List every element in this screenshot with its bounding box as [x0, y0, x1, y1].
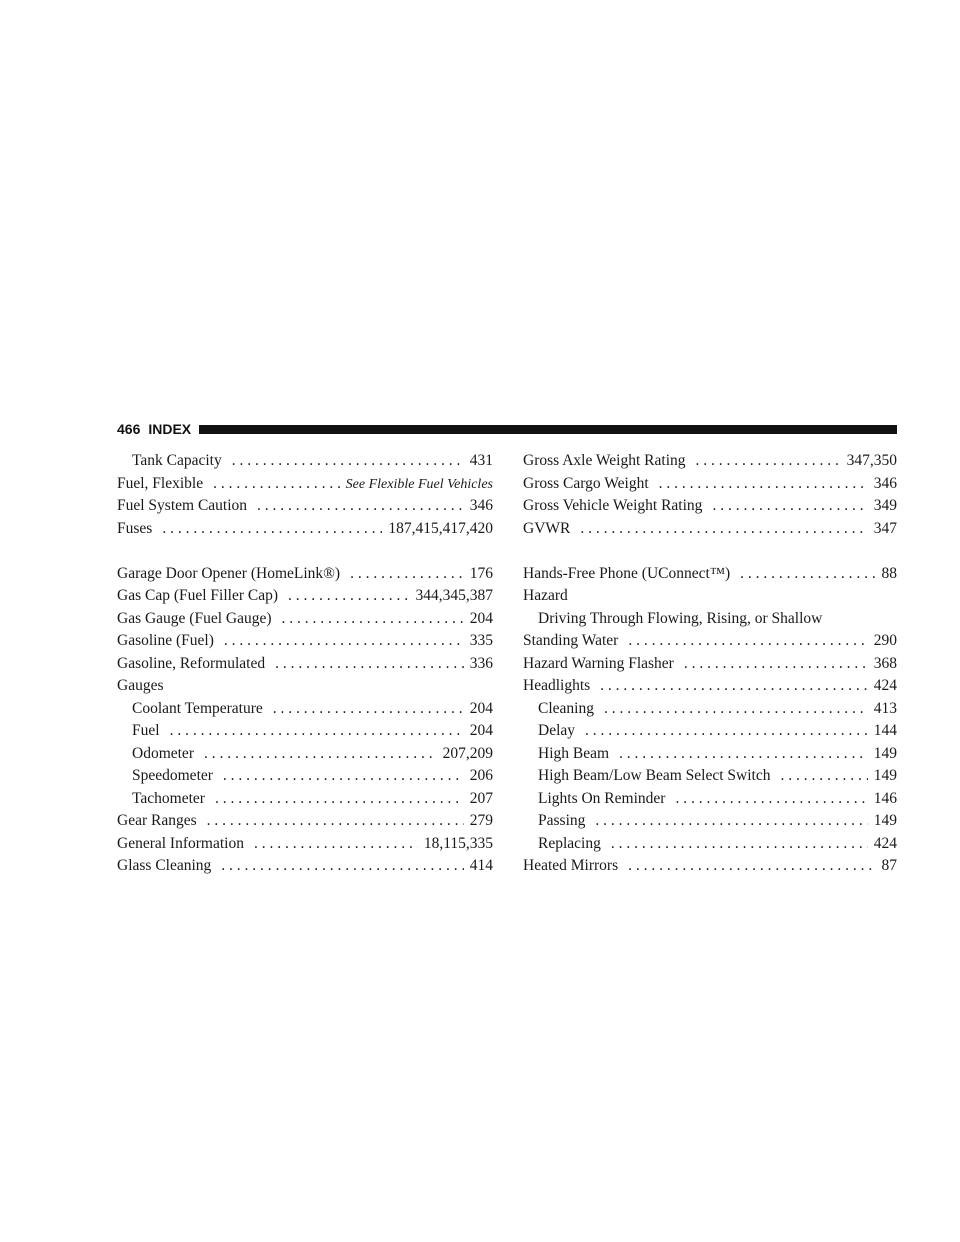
index-entry	[523, 630, 897, 653]
dot-leader	[288, 585, 409, 608]
header-rule	[199, 425, 897, 434]
index-entry	[117, 675, 493, 698]
page-reference: 88	[881, 564, 897, 582]
dot-leader	[780, 765, 867, 788]
page-reference: See Flexible Fuel Vehicles	[345, 476, 493, 492]
dot-leader	[675, 788, 867, 811]
dot-leader	[204, 743, 437, 766]
page-reference: 336	[469, 654, 493, 672]
page-reference: 346	[469, 497, 493, 514]
index-term: Lights On Reminder	[538, 789, 666, 807]
index-entry	[117, 698, 493, 721]
dot-leader	[215, 788, 464, 811]
dot-leader	[696, 450, 841, 473]
index-term: Gas Cap (Fuel Filler Cap)	[117, 587, 279, 604]
page-reference: 187,415,417,420	[388, 519, 493, 537]
dot-leader	[221, 855, 463, 878]
index-entry	[117, 720, 493, 743]
index-term: High Beam/Low Beam Select Switch	[538, 767, 771, 784]
dot-leader	[232, 450, 464, 473]
index-entry	[117, 630, 493, 653]
page-reference: 349	[873, 497, 897, 514]
page-reference: 346	[873, 474, 897, 492]
page-reference: 207,209	[442, 744, 493, 762]
index-entry	[117, 833, 493, 856]
index-entry	[523, 563, 897, 586]
index-term: Fuel, Flexible	[117, 474, 204, 492]
page-reference: 176	[469, 564, 493, 582]
index-term: Gross Vehicle Weight Rating	[523, 497, 703, 514]
index-term: High Beam	[538, 744, 610, 762]
dot-leader	[628, 630, 867, 653]
dot-leader	[628, 855, 875, 878]
index-term: Hazard	[523, 587, 568, 604]
index-term: Driving Through Flowing, Rising, or Shallow	[538, 609, 823, 627]
dot-leader	[257, 495, 464, 518]
section-title: INDEX	[148, 421, 192, 437]
index-term: Speedometer	[132, 767, 213, 784]
index-term: Gear Ranges	[117, 812, 197, 829]
index-entry	[523, 585, 897, 608]
dot-leader	[600, 675, 868, 698]
page-reference: 206	[469, 767, 493, 784]
index-entry	[523, 788, 897, 811]
dot-leader	[712, 495, 867, 518]
page-reference: 146	[873, 789, 897, 807]
page-reference: 431	[469, 452, 493, 469]
index-entry	[523, 698, 897, 721]
index-term: Tachometer	[132, 789, 205, 807]
index-entry	[117, 563, 493, 586]
index-term: Replacing	[538, 834, 601, 852]
index-entry	[523, 450, 897, 473]
page-reference: 347,350	[846, 452, 897, 469]
dot-leader	[162, 518, 382, 541]
page-reference: 149	[873, 744, 897, 762]
index-column-right	[523, 450, 897, 878]
index-entry	[523, 833, 897, 856]
index-term: Cleaning	[538, 699, 594, 717]
dot-leader	[659, 473, 868, 496]
dot-leader	[580, 518, 867, 541]
index-term: Garage Door Opener (HomeLink®)	[117, 564, 341, 582]
index-entry	[117, 743, 493, 766]
page-reference: 424	[873, 677, 897, 694]
page-reference: 149	[873, 767, 897, 784]
dot-leader	[273, 698, 464, 721]
dot-leader	[604, 698, 868, 721]
index-entry	[523, 743, 897, 766]
index-entry	[117, 608, 493, 631]
page-reference: 413	[873, 699, 897, 717]
dot-leader	[611, 833, 868, 856]
index-term: Gauges	[117, 677, 164, 694]
page-reference: 87	[881, 857, 897, 874]
index-term: Passing	[538, 812, 586, 829]
index-term: Coolant Temperature	[132, 699, 263, 717]
index-entry	[523, 495, 897, 518]
dot-leader	[275, 653, 464, 676]
page-reference: 204	[469, 699, 493, 717]
index-term: Gross Cargo Weight	[523, 474, 649, 492]
index-term: Gasoline, Reformulated	[117, 654, 266, 672]
dot-leader	[684, 653, 868, 676]
index-entry	[523, 855, 897, 878]
page-reference: 144	[873, 722, 897, 739]
index-entry	[117, 495, 493, 518]
page-number: 466	[117, 421, 141, 437]
index-entry	[117, 450, 493, 473]
page-reference: 204	[469, 722, 493, 739]
page-reference: 414	[469, 857, 493, 874]
index-entry	[117, 810, 493, 833]
page-reference: 207	[469, 789, 493, 807]
index-entry	[523, 675, 897, 698]
dot-leader	[740, 563, 875, 586]
index-term: Fuel	[132, 722, 160, 739]
dot-leader	[350, 563, 464, 586]
page-reference: 424	[873, 834, 897, 852]
index-entry	[523, 720, 897, 743]
page-reference: 344,345,387	[415, 587, 493, 604]
index-term: Delay	[538, 722, 576, 739]
dot-leader	[213, 473, 340, 496]
page-reference: 290	[873, 632, 897, 649]
index-term: Fuel System Caution	[117, 497, 248, 514]
page-reference: 347	[873, 519, 897, 537]
index-term: Fuses	[117, 519, 153, 537]
index-entry	[117, 855, 493, 878]
index-entry	[523, 608, 897, 631]
index-entry	[523, 473, 897, 496]
index-entry	[117, 765, 493, 788]
index-column-left	[117, 450, 493, 878]
dot-leader	[282, 608, 464, 631]
index-term: Gas Gauge (Fuel Gauge)	[117, 609, 272, 627]
index-term: Odometer	[132, 744, 194, 762]
page-reference: 204	[469, 609, 493, 627]
index-entry	[117, 788, 493, 811]
dot-leader	[207, 810, 464, 833]
index-entry	[117, 653, 493, 676]
dot-leader	[595, 810, 867, 833]
dot-leader	[619, 743, 868, 766]
index-term: Gross Axle Weight Rating	[523, 452, 686, 469]
page-reference: 368	[873, 654, 897, 672]
index-term: General Information	[117, 834, 244, 852]
index-entry	[117, 585, 493, 608]
dot-leader	[585, 720, 868, 743]
index-entry	[117, 518, 493, 541]
index-term: Headlights	[523, 677, 591, 694]
dot-leader	[224, 630, 464, 653]
index-term: Glass Cleaning	[117, 857, 212, 874]
index-term: Hands-Free Phone (UConnect™)	[523, 564, 731, 582]
index-term: Standing Water	[523, 632, 619, 649]
page-reference: 149	[873, 812, 897, 829]
dot-leader	[254, 833, 418, 856]
page-reference: 18,115,335	[423, 834, 493, 852]
index-entry	[523, 765, 897, 788]
index-term: GVWR	[523, 519, 571, 537]
index-entry	[523, 810, 897, 833]
page-reference: 279	[469, 812, 493, 829]
page-header	[117, 417, 897, 441]
page-reference: 335	[469, 632, 493, 649]
index-term: Heated Mirrors	[523, 857, 619, 874]
dot-leader	[170, 720, 464, 743]
dot-leader	[223, 765, 464, 788]
index-entry	[523, 653, 897, 676]
index-term: Hazard Warning Flasher	[523, 654, 674, 672]
index-term: Gasoline (Fuel)	[117, 632, 214, 649]
index-entry	[117, 473, 493, 496]
index-entry	[523, 518, 897, 541]
index-term: Tank Capacity	[132, 452, 222, 469]
